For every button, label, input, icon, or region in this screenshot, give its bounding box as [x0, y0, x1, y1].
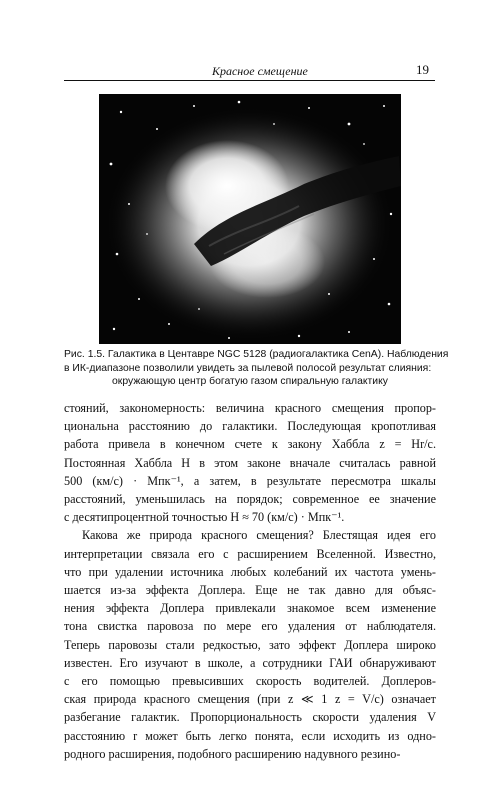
body-line: Постоянная Хаббла H в этом законе вначале считалась равной [64, 455, 436, 470]
body-line: что при удалении источника любых колебаний их частота умень- [64, 564, 436, 579]
caption-line: Рис. 1.5. Галактика в Центавре NGC 5128 (радиогалактика CenA). Наблюдения [64, 349, 449, 360]
body-line: Какова же природа красного смещения? Блестящая идея его [82, 528, 436, 543]
body-line: стояний, закономерность: величина красного смещения пропор- [64, 401, 436, 415]
body-line: тона свистка паровоза по мере его удаления от наблюдателя. [64, 619, 436, 634]
figure-caption [64, 348, 449, 389]
body-text [64, 399, 436, 763]
body-line: шается из-за эффекта Доплера. Еще не так давно для объяс- [64, 583, 436, 598]
body-line: Теперь паровозы стали редкостью, зато эффект Доплера широко [64, 637, 436, 652]
header-rule [64, 80, 435, 81]
body-line: известен. Его изучают в школе, а сотрудники ГАИ обнаруживают [64, 655, 436, 670]
page-number: 19 [416, 62, 429, 77]
body-line: расстояний, уменьшилась на порядок; современное ее значение [64, 492, 436, 507]
galaxy-image [99, 94, 401, 344]
galaxy-photo [99, 94, 401, 344]
body-line: интерпретации связала его с расширением Вселенной. Известно, [64, 546, 436, 561]
running-header [64, 62, 435, 80]
body-line: циональна расстоянию до галактики. Последующая кропотливая [64, 419, 436, 434]
body-line: ская природа красного смещения (при z ≪ 1 z = V/c) означает [64, 692, 436, 707]
running-header-title: Красное смещение [212, 64, 308, 78]
body-line: расстоянию r может быть легко понята, если исходить из одно- [64, 728, 436, 743]
body-line: с его помощью превысивших скорость водителей. Доплеров- [64, 674, 436, 689]
body-line: нения эффекта Доплера привлекали знакомое всем изменение [64, 601, 436, 616]
caption-line: окружающую центр богатую газом спиральную галактику [112, 376, 388, 388]
body-line: 500 (км/с) · Мпк⁻¹, а затем, в результате пересмотра шкалы [64, 473, 436, 488]
body-line: родного расширения, подобного расширению надувного резино- [64, 746, 401, 761]
caption-line: в ИК-диапазоне позволили увидеть за пылевой полосой результат слияния: [64, 362, 432, 374]
body-line: с десятипроцентной точностью H ≈ 70 (км/с) · Мпк⁻¹. [64, 510, 345, 525]
body-line: разбегание галактик. Пропорциональность скорости удаления V [64, 710, 436, 725]
body-line: работа привела в конечном счете к закону Хаббла z = Hr/c. [64, 437, 436, 452]
